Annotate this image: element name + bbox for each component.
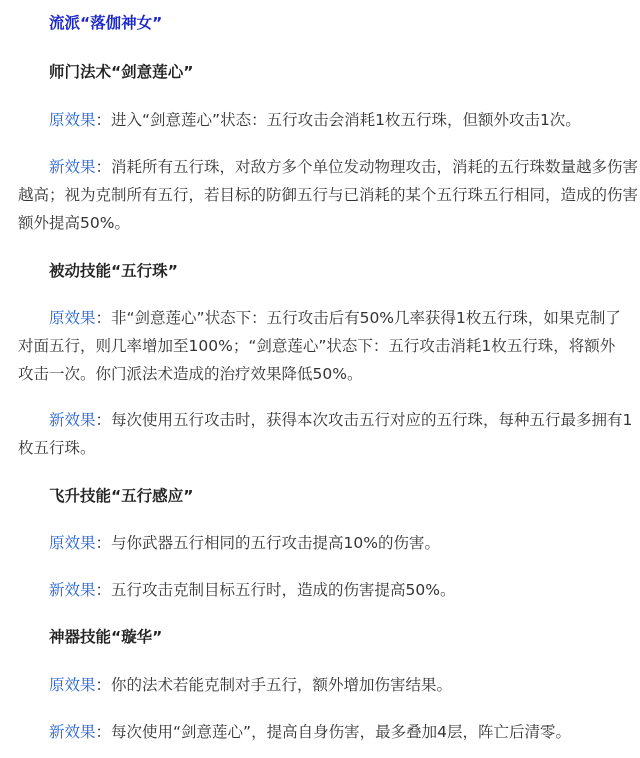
original-effect-label: 原效果 xyxy=(49,309,96,327)
new-effect-text-line: 越高；视为克制所有五行，若目标的防御五行与已消耗的某个五行珠五行相同，造成的伤害 xyxy=(18,186,639,204)
section-title-wuxing-zhu: 被动技能“五行珠” xyxy=(49,262,178,280)
original-effect-text: ：你的法术若能克制对手五行，额外增加伤害结果。 xyxy=(95,676,453,694)
new-effect-paragraph xyxy=(18,718,640,746)
school-title: 流派“落伽神女” xyxy=(49,14,163,32)
original-effect-label: 原效果 xyxy=(49,676,96,694)
new-effect-paragraph xyxy=(18,576,640,604)
original-effect-paragraph xyxy=(18,106,640,134)
section-title-jianyi-lianxin: 师门法术“剑意莲心” xyxy=(49,63,194,81)
original-effect-label: 原效果 xyxy=(49,534,96,552)
new-effect-text: ：每次使用“剑意莲心”，提高自身伤害，最多叠加4层，阵亡后清零。 xyxy=(95,723,571,741)
original-effect-text-line: 攻击一次。你门派法术造成的治疗效果降低50%。 xyxy=(18,365,363,383)
original-effect-text: ：进入“剑意莲心”状态：五行攻击会消耗1枚五行珠，但额外攻击1次。 xyxy=(95,111,581,129)
new-effect-paragraph xyxy=(18,153,639,237)
new-effect-text-line: 额外提高50%。 xyxy=(18,214,130,232)
new-effect-text-line: ：每次使用五行攻击时，获得本次攻击五行对应的五行珠，每种五行最多拥有1 xyxy=(95,411,633,429)
original-effect-text-line: 对面五行，则几率增加至100%；“剑意莲心”状态下：五行攻击消耗1枚五行珠，将额外 xyxy=(18,337,616,355)
new-effect-label: 新效果 xyxy=(49,723,96,741)
new-effect-text: ：五行攻击克制目标五行时，造成的伤害提高50%。 xyxy=(95,581,456,599)
new-effect-paragraph xyxy=(18,406,633,462)
original-effect-paragraph xyxy=(18,304,628,388)
new-effect-text-line: 枚五行珠。 xyxy=(18,439,96,457)
section-title-wuxing-ganying: 飞升技能“五行感应” xyxy=(49,487,194,505)
section-title-xuanhua: 神器技能“璇华” xyxy=(49,628,163,646)
original-effect-text-line: ：非“剑意莲心”状态下：五行攻击后有50%几率获得1枚五行珠，如果克制了 xyxy=(95,309,621,327)
original-effect-paragraph xyxy=(18,671,640,699)
original-effect-paragraph xyxy=(18,529,640,557)
original-effect-label: 原效果 xyxy=(49,111,96,129)
new-effect-text-line: ：消耗所有五行珠，对敌方多个单位发动物理攻击，消耗的五行珠数量越多伤害 xyxy=(95,158,639,176)
new-effect-label: 新效果 xyxy=(49,158,96,176)
new-effect-label: 新效果 xyxy=(49,581,96,599)
original-effect-text: ：与你武器五行相同的五行攻击提高10%的伤害。 xyxy=(95,534,440,552)
new-effect-label: 新效果 xyxy=(49,411,96,429)
